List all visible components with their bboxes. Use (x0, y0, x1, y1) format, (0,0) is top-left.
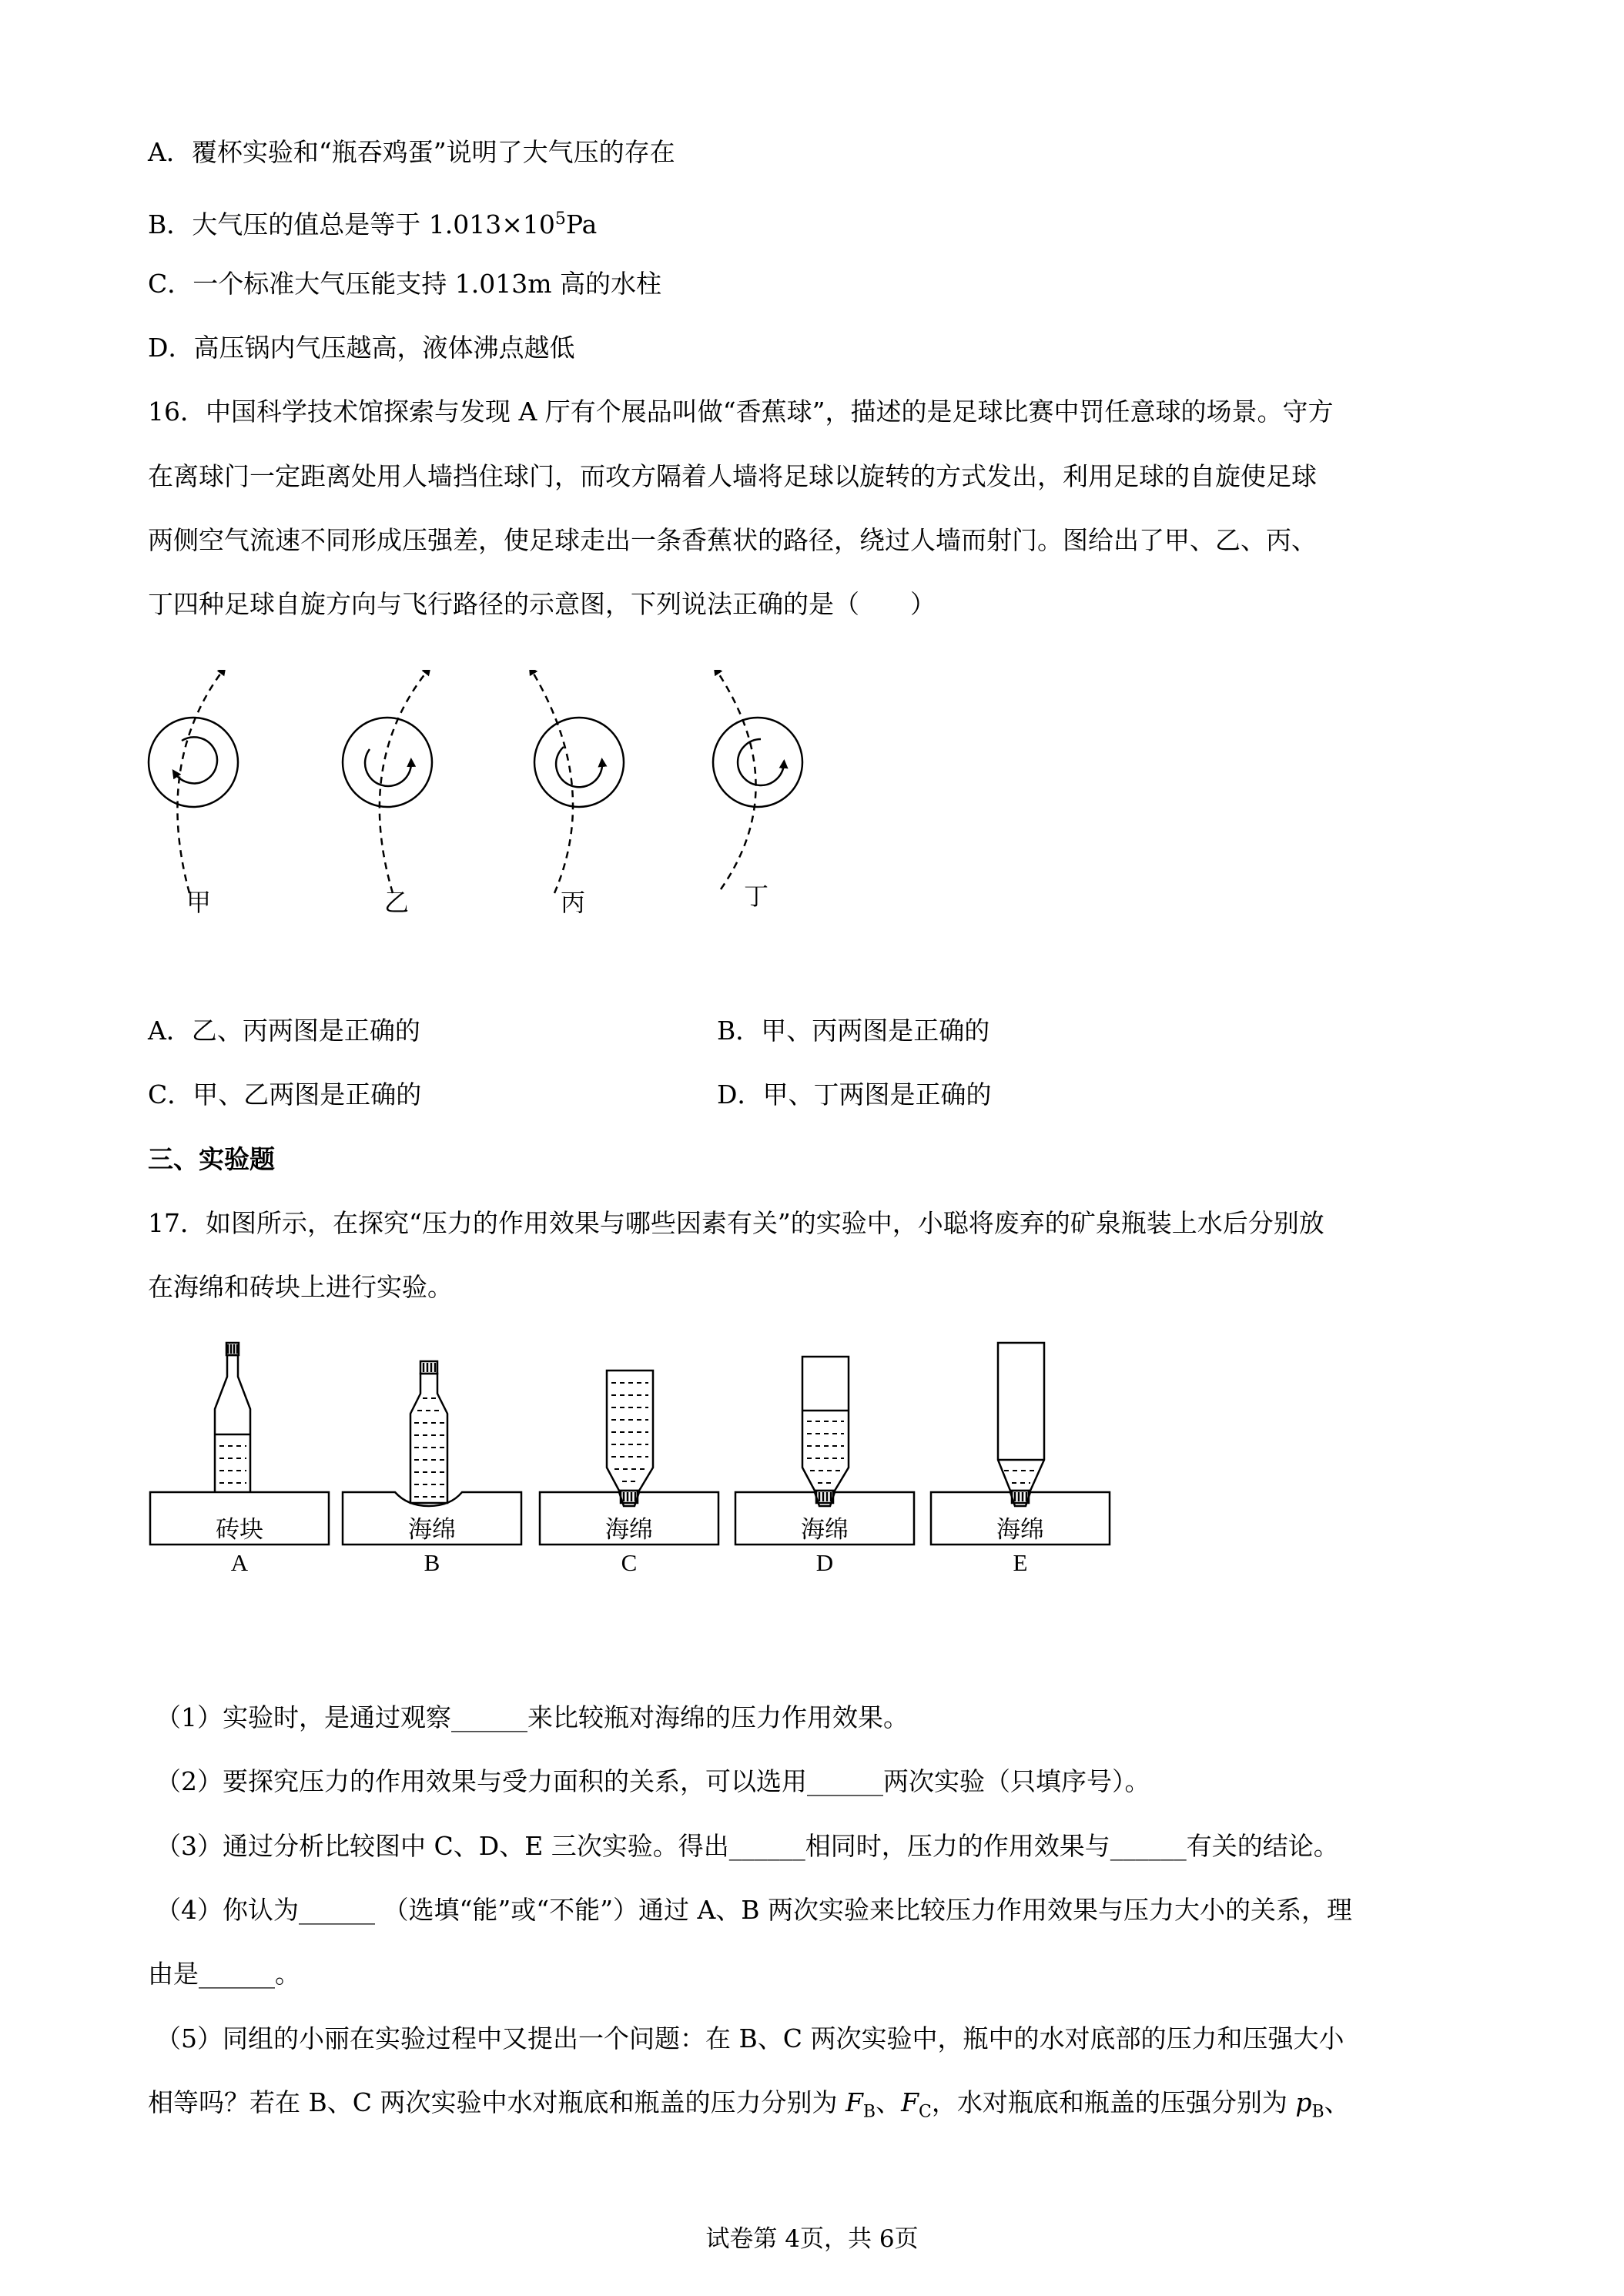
ball-bing (531, 670, 624, 893)
section-title: 三、实验题 (148, 1144, 275, 1174)
force-symbol-fc: F (901, 2087, 919, 2117)
banana-ball-figure (139, 670, 832, 924)
label-bing: 丙 (561, 888, 586, 917)
setup-letter-d: D (815, 1549, 834, 1576)
setup-a (150, 1343, 329, 1545)
setup-letter-a: A (230, 1549, 249, 1576)
pressure-symbol-pb: p (1295, 2087, 1312, 2117)
spin-jia (175, 737, 217, 783)
page-footer: 试卷第 4页，共 6页 (705, 2225, 919, 2253)
spin-ding (738, 739, 784, 785)
setup-e (931, 1343, 1110, 1545)
q15-option-c: C．一个标准大气压能支持 1.013m 高的水柱 (148, 269, 661, 299)
q15-option-b-unit: Pa (565, 209, 598, 239)
pressure-experiment-figure (146, 1340, 1124, 1586)
q17-sub-4-cont: 由是______。 (148, 1959, 300, 1989)
setup-letter-b: B (424, 1549, 440, 1576)
q17-sub-5-text-a: 相等吗？若在 B、C 两次实验中水对瓶底和瓶盖的压力分别为 (148, 2087, 845, 2117)
surface-label-c: 海绵 (605, 1516, 653, 1543)
path-bing (531, 670, 573, 893)
q17-sub-5-text-b: ，水对瓶底和瓶盖的压强分别为 (931, 2087, 1296, 2117)
setup-letter-e: E (1013, 1549, 1028, 1576)
q17-sub-1: （1）实验时，是通过观察______来比较瓶对海绵的压力作用效果。 (156, 1702, 909, 1732)
setup-letter-c: C (621, 1549, 638, 1576)
ball-jia (149, 670, 238, 893)
q15-option-b-text: B．大气压的值总是等于 1.013×10 (148, 209, 555, 239)
force-symbol-fb: F (845, 2087, 863, 2117)
q17-sub-2: （2）要探究压力的作用效果与受力面积的关系，可以选用______两次实验（只填序号）。 (156, 1766, 1150, 1796)
ball-yi (343, 670, 432, 893)
q16-option-b: B．甲、丙两图是正确的 (717, 1016, 990, 1046)
q17-line-2: 在海绵和砖块上进行实验。 (148, 1272, 453, 1302)
q16-option-a: A．乙、丙两图是正确的 (148, 1016, 420, 1046)
q16-line-3: 两侧空气流速不同形成压强差，使足球走出一条香蕉状的路径，绕过人墙而射门。图给出了甲、乙、丙、 (148, 525, 1317, 555)
label-ding: 丁 (744, 882, 769, 911)
q15-option-d: D．高压锅内气压越高，液体沸点越低 (148, 333, 575, 363)
q17-sub-3: （3）通过分析比较图中 C、D、E 三次实验。得出______相同时，压力的作用效果与______有关的结论。 (156, 1831, 1339, 1861)
q16-option-c: C．甲、乙两图是正确的 (148, 1079, 422, 1110)
surface-label-b: 海绵 (408, 1516, 456, 1543)
q17-sub-4: （4）你认为______ （选填“能”或“不能”）通过 A、B 两次实验来比较压力作用效果与压力大小的关系，理 (156, 1895, 1353, 1925)
q17-sub-5-cont (148, 2086, 1350, 2130)
surface-label-d: 海绵 (801, 1516, 849, 1543)
path-yi (380, 670, 428, 893)
label-yi: 乙 (384, 888, 410, 917)
q17-sub-5-tail: 、 (1324, 2087, 1350, 2117)
surface-label-a: 砖块 (216, 1516, 263, 1543)
force-subscript-b: B (862, 2102, 876, 2122)
force-subscript-c: C (918, 2102, 932, 2122)
q16-line-2: 在离球门一定距离处用人墙挡住球门，而攻方隔着人墙将足球以旋转的方式发出，利用足球的自旋使足球 (148, 461, 1317, 491)
q17-line-1: 17．如图所示，在探究“压力的作用效果与哪些因素有关”的实验中，小聪将废弃的矿泉瓶装上水后分别放 (148, 1208, 1324, 1238)
q16-line-4: 丁四种足球自旋方向与飞行路径的示意图，下列说法正确的是（ ） (148, 589, 936, 619)
q17-sub-5-sep: 、 (876, 2087, 902, 2117)
path-ding (716, 670, 756, 889)
q16-option-d: D．甲、丁两图是正确的 (717, 1079, 992, 1110)
spin-bing (556, 747, 602, 787)
q16-line-1: 16．中国科学技术馆探索与发现 A 厅有个展品叫做“香蕉球”，描述的是足球比赛中罚任意球的场景。守方 (148, 397, 1334, 427)
q17-sub-5: （5）同组的小丽在实验过程中又提出一个问题：在 B、C 两次实验中，瓶中的水对底部的压力和压强大小 (156, 2023, 1344, 2053)
spin-yi (365, 749, 411, 786)
ball-ding (713, 670, 802, 889)
q15-option-b (148, 202, 597, 242)
q15-option-b-exponent: 5 (554, 209, 566, 229)
pressure-subscript-b: B (1311, 2102, 1324, 2122)
label-jia: 甲 (186, 888, 212, 917)
q15-option-a: A．覆杯实验和“瓶吞鸡蛋”说明了大气压的存在 (148, 137, 675, 167)
surface-label-e: 海绵 (996, 1516, 1044, 1543)
